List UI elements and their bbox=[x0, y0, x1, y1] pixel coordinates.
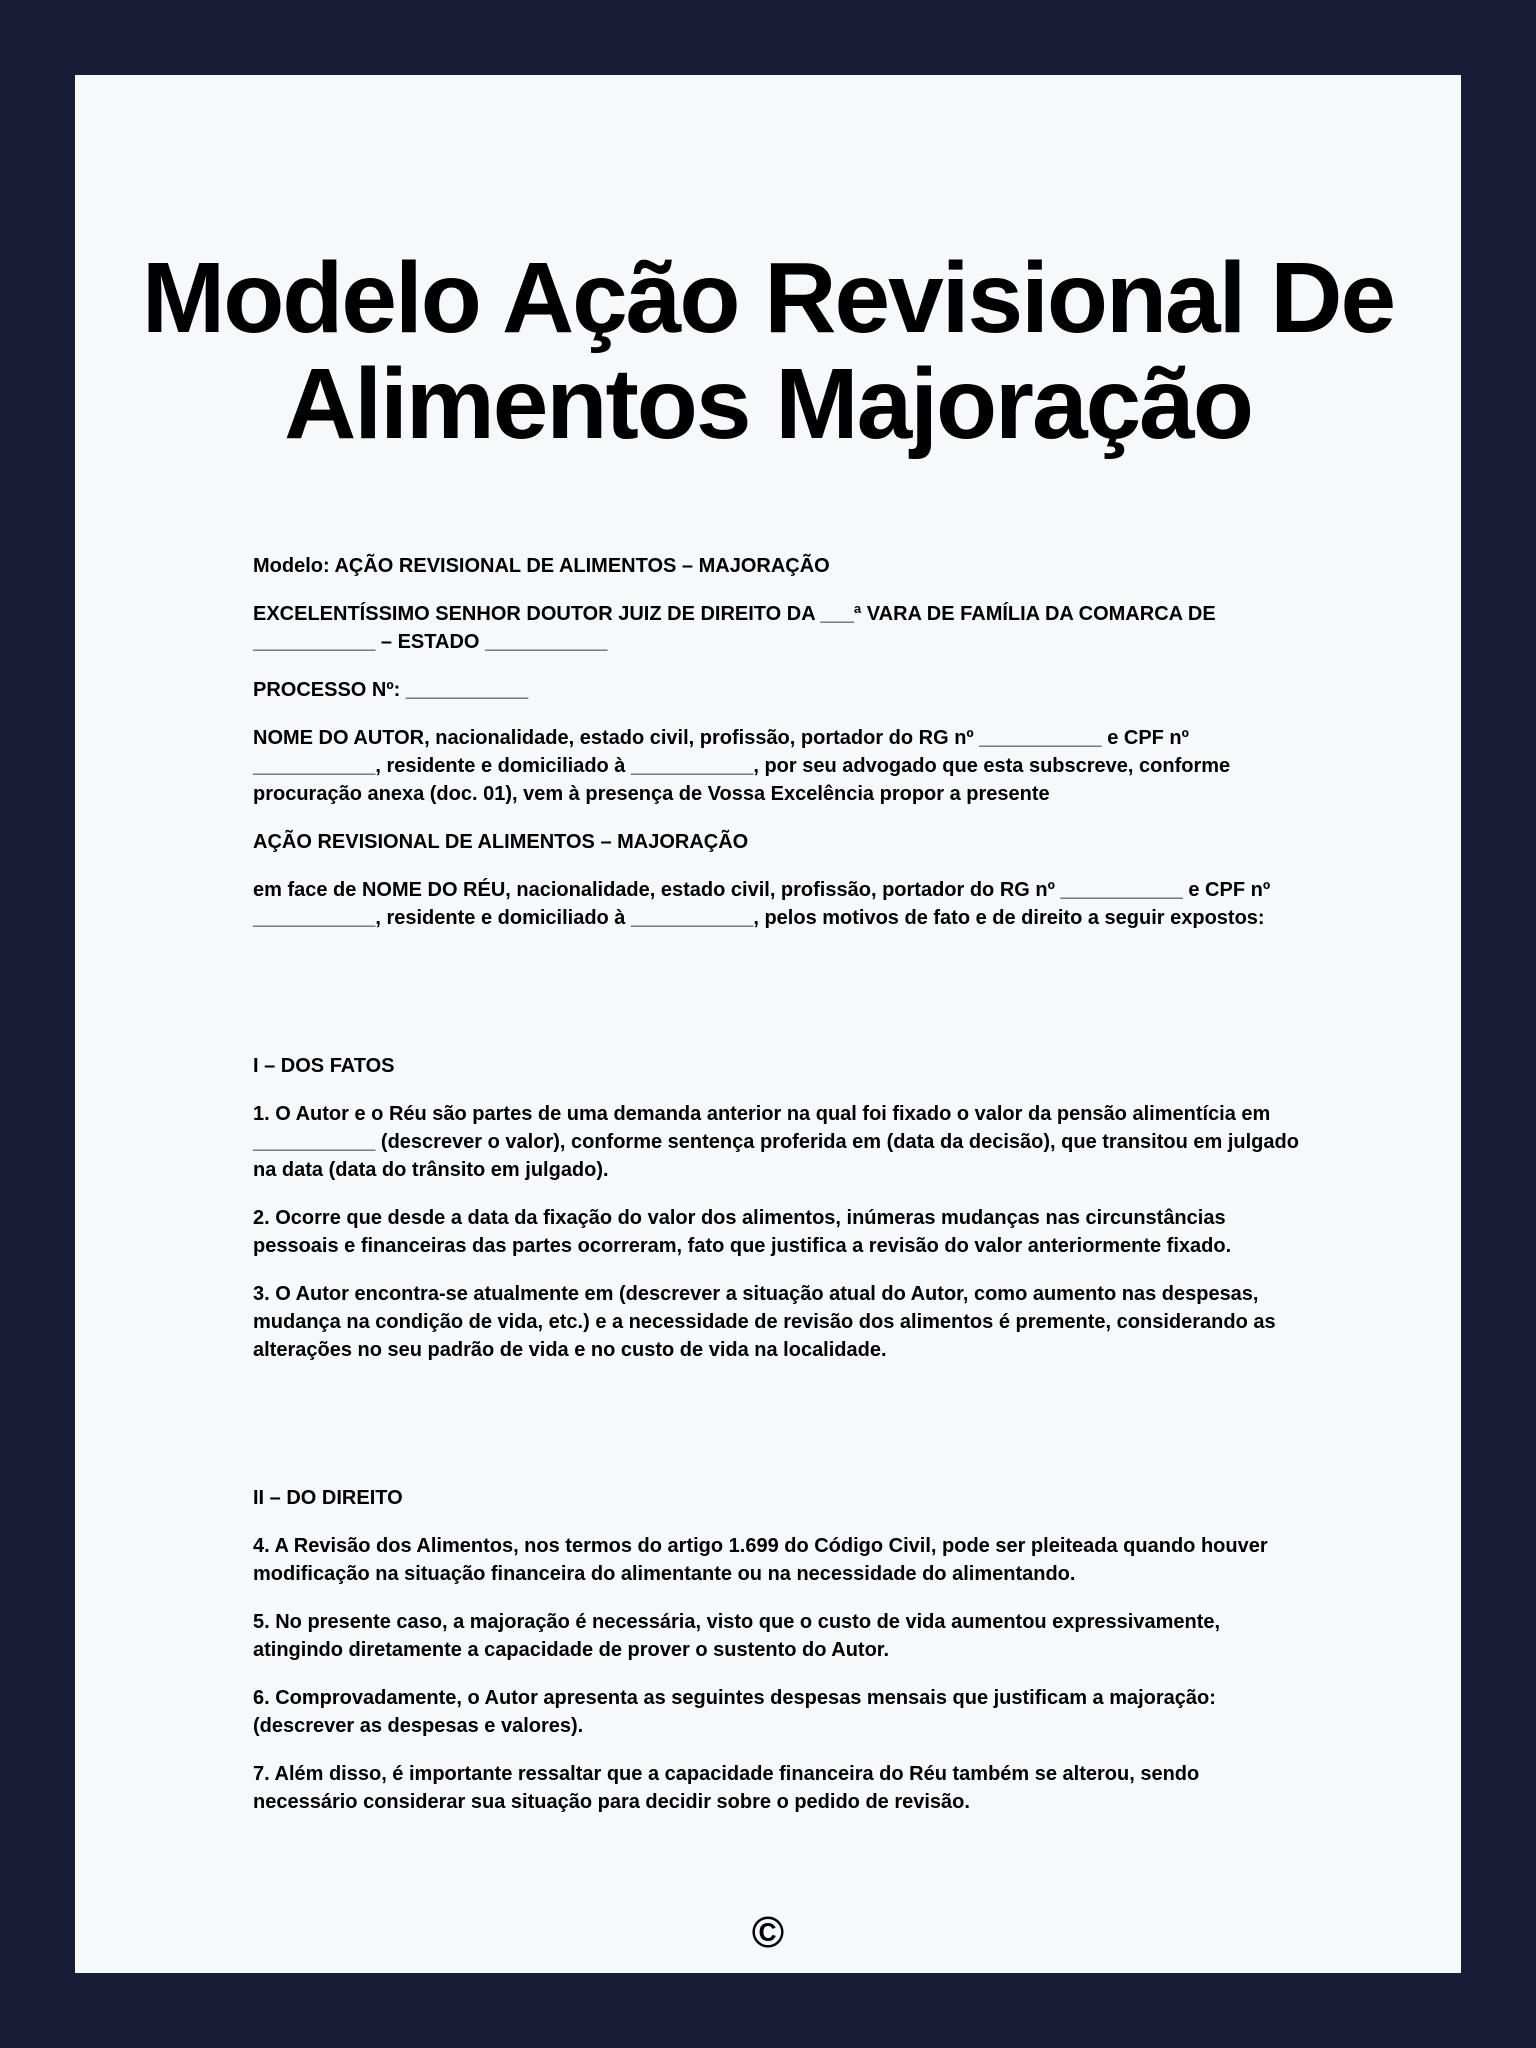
fact-item-1: 1. O Autor e o Réu são partes de uma demanda anterior na qual foi fixado o valor da pensão alimentícia em ___________ (descrever o valor), conforme sentença proferida em (data da decisão), que transitou em julgado na data (data do trânsito em julgado). bbox=[253, 1103, 1299, 1181]
process-number: PROCESSO Nº: ___________ bbox=[253, 679, 529, 701]
page-title: Modelo Ação Revisional De Alimentos Majoração bbox=[141, 242, 1395, 460]
document-page bbox=[75, 75, 1461, 1973]
document-body bbox=[253, 552, 1308, 1816]
fact-item-2: 2. Ocorre que desde a data da fixação do valor dos alimentos, inúmeras mudanças nas circunstâncias pessoais e financeiras das partes ocorreram, fato que justifica a revisão do valor anteriormente fixado. bbox=[253, 1207, 1232, 1257]
section-heading-do-direito: II – DO DIREITO bbox=[253, 1487, 403, 1509]
law-item-7: 7. Além disso, é importante ressaltar que a capacidade financeira do Réu também se alterou, sendo necessário considerar sua situação para decidir sobre o pedido de revisão. bbox=[253, 1763, 1200, 1813]
fact-item-3: 3. O Autor encontra-se atualmente em (descrever a situação atual do Autor, como aumento nas despesas, mudança na condição de vida, etc.) e a necessidade de revisão dos alimentos é premente, considerando as alterações no seu padrão de vida e no custo de vida na localidade. bbox=[253, 1283, 1276, 1361]
court-addressing: EXCELENTÍSSIMO SENHOR DOUTOR JUIZ DE DIREITO DA ___ª VARA DE FAMÍLIA DA COMARCA DE ___________ – ESTADO ___________ bbox=[253, 603, 1216, 653]
copyright-icon: © bbox=[751, 1908, 785, 1957]
law-item-6: 6. Comprovadamente, o Autor apresenta as seguintes despesas mensais que justificam a majoração: (descrever as despesas e valores). bbox=[253, 1687, 1216, 1737]
action-name: AÇÃO REVISIONAL DE ALIMENTOS – MAJORAÇÃO bbox=[253, 831, 749, 853]
defendant-qualification: em face de NOME DO RÉU, nacionalidade, estado civil, profissão, portador do RG nº ___________ e CPF nº ___________, residente e domiciliado à ___________, pelos motivos de fato e de direito a seguir expostos: bbox=[253, 879, 1271, 929]
law-item-4: 4. A Revisão dos Alimentos, nos termos do artigo 1.699 do Código Civil, pode ser pleiteada quando houver modificação na situação financeira do alimentante ou na necessidade do alimentando. bbox=[253, 1535, 1268, 1585]
model-label: Modelo: AÇÃO REVISIONAL DE ALIMENTOS – MAJORAÇÃO bbox=[253, 555, 830, 577]
author-qualification: NOME DO AUTOR, nacionalidade, estado civil, profissão, portador do RG nº ___________ e CPF nº ___________, residente e domiciliado à ___________, por seu advogado que esta subscreve, conforme procuração anexa (doc. 01), vem à presença de Vossa Excelência propor a presente bbox=[253, 727, 1231, 805]
section-heading-dos-fatos: I – DOS FATOS bbox=[253, 1055, 395, 1077]
law-item-5: 5. No presente caso, a majoração é necessária, visto que o custo de vida aumentou expressivamente, atingindo diretamente a capacidade de prover o sustento do Autor. bbox=[253, 1611, 1221, 1661]
